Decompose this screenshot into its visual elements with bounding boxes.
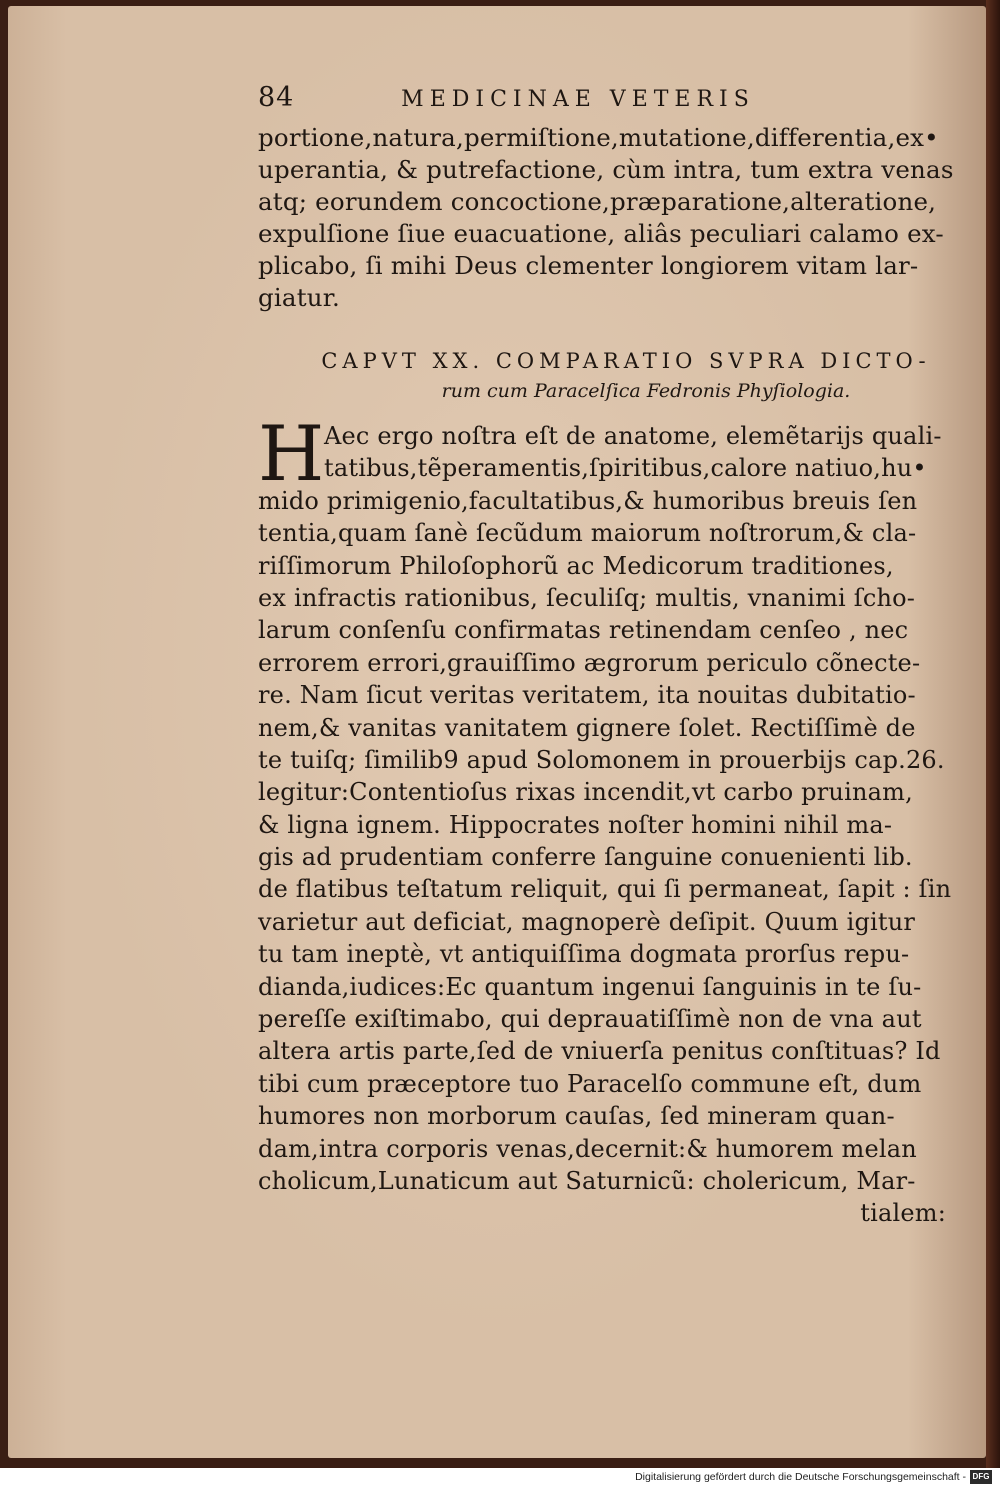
text-line: dam,intra corporis venas,decernit:& humorem melan <box>258 1134 917 1163</box>
text-line: plicabo, ſi mihi Deus clementer longiorem vitam lar- <box>258 251 919 280</box>
paragraph-2 <box>258 409 974 1230</box>
text-line: pereſſe exiſtimabo, qui deprauatiſſimè non de vna aut <box>258 1005 922 1034</box>
text-line: Aec ergo noſtra eſt de anatome, elemẽtarijs quali- <box>324 422 942 450</box>
text-line: cholicum,Lunaticum aut Saturnicũ: cholericum, Mar- <box>258 1166 916 1195</box>
chapter-title: CAPVT XX. COMPARATIO SVPRA DICTO- <box>321 349 931 373</box>
funding-credit: Digitalisierung gefördert durch die Deutsche Forschungsgemeinschaft - <box>635 1471 966 1483</box>
dfg-logo: DFG <box>970 1470 992 1484</box>
catchword: tialem: <box>860 1199 946 1228</box>
text-line: larum conſenſu confirmatas retinendam cenſeo , nec <box>258 616 909 645</box>
text-line: riſſimorum Philoſophorũ ac Medicorum traditiones, <box>258 551 894 580</box>
footer-bar <box>0 1468 1000 1488</box>
text-line: dianda,iudices:Ec quantum ingenui ſanguinis in te ſu- <box>258 972 922 1001</box>
paragraph-1 <box>258 122 974 314</box>
text-line: tatibus,tẽperamentis,ſpiritibus,calore natiuo,hu• <box>324 454 927 483</box>
text-line: nem,& vanitas vanitatem gignere ſolet. Rectiſſimè de <box>258 713 916 742</box>
text-line: errorem errori,grauiſſimo ægrorum periculo cõnecte- <box>258 648 921 677</box>
text-line: re. Nam ſicut veritas veritatem, ita nouitas dubitatio- <box>258 681 916 710</box>
text-line: atq; eorundem concoctione,præparatione,alteratione, <box>258 187 937 216</box>
text-line: altera artis parte,ſed de vniuerſa penitus conſtituas? Id <box>258 1037 941 1066</box>
chapter-subtitle: rum cum Paracelſica Fedronis Phyſiologia. <box>441 380 851 402</box>
chapter-heading <box>258 346 974 406</box>
book-binding-edge <box>986 0 1000 1468</box>
text-line: gis ad prudentiam conferre ſanguine conuenienti lib. <box>258 843 913 872</box>
text-line: tu tam ineptè, vt antiquiſſima dogmata prorſus repu- <box>258 940 910 969</box>
page-text <box>258 82 974 1230</box>
text-line: expulſione ſiue euacuatione, aliâs peculiari calamo ex- <box>258 219 944 248</box>
drop-cap: H <box>258 409 325 498</box>
text-line: giatur. <box>258 283 340 312</box>
running-head: MEDICINAE VETERIS <box>401 87 755 112</box>
text-line: te tuiſq; ſimilib9 apud Solomonem in prouerbijs cap.26. <box>258 745 945 774</box>
text-line: uperantia, & putrefactione, cùm intra, tum extra venas <box>258 155 954 184</box>
text-line: mido primigenio,facultatibus,& humoribus breuis ſen <box>258 486 918 515</box>
text-line: de flatibus teſtatum reliquit, qui ſi permaneat, ſapit : ſin <box>258 875 952 904</box>
text-line: tentia,quam ſanè ſecũdum maiorum noſtrorum,& cla- <box>258 519 917 548</box>
text-line: & ligna ignem. Hippocrates noſter homini nihil ma- <box>258 810 893 839</box>
text-line: humores non morborum cauſas, ſed mineram quan- <box>258 1102 895 1131</box>
text-line: legitur:Contentioſus rixas incendit,vt carbo pruinam, <box>258 778 913 807</box>
text-line: tibi cum præceptore tuo Paracelſo commune eſt, dum <box>258 1069 922 1098</box>
page-header <box>258 82 974 122</box>
text-line: ex infractis rationibus, ſeculiſq; multis, vnanimi ſcho- <box>258 583 916 612</box>
page-number: 84 <box>258 82 295 113</box>
text-line: portione,natura,permiſtione,mutatione,differentia,ex• <box>258 123 939 152</box>
text-line: varietur aut deficiat, magnoperè deſipit. Quum igitur <box>258 907 916 936</box>
